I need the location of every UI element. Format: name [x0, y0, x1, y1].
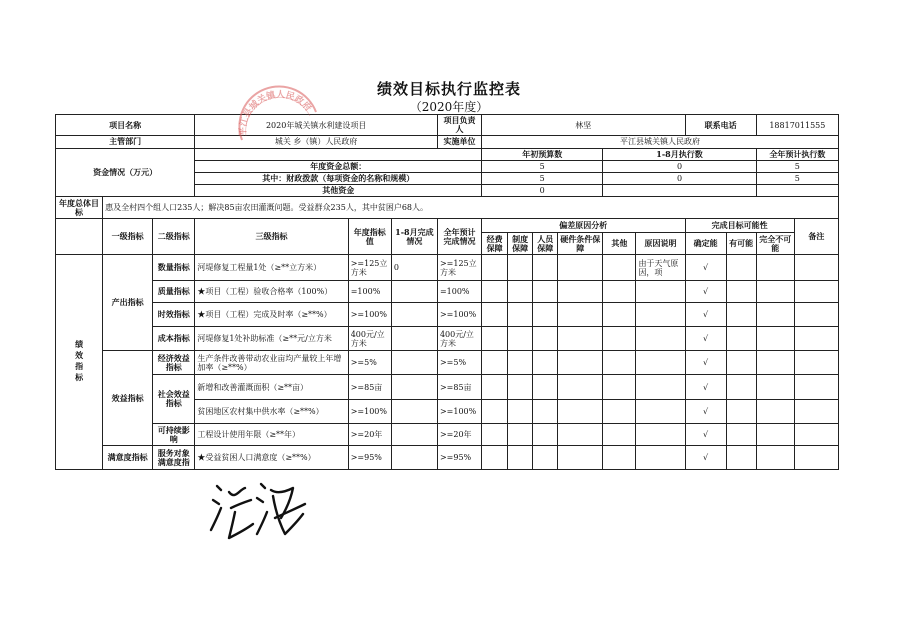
dev-cell — [603, 327, 636, 351]
funds-col-forecast: 全年预计执行数 — [756, 148, 838, 160]
phone-label: 联系电话 — [685, 115, 756, 136]
funds-row-budget: 5 — [482, 160, 603, 172]
check-certain: √ — [685, 303, 726, 327]
dev-cell — [482, 375, 508, 400]
funds-row-label: 其中：财政拨款（每项资金的名称和规模） — [195, 172, 482, 184]
dept-label: 主管部门 — [56, 136, 195, 148]
indicator-l3: 河堤修复1处补助标准（≥**元/立方米 — [195, 327, 348, 351]
indicator-l2: 服务对象满意度指 — [153, 446, 195, 470]
funds-row-label: 年度资金总额： — [195, 160, 482, 172]
performance-table — [55, 114, 839, 470]
dev-cell — [603, 424, 636, 446]
note-cell — [794, 281, 838, 303]
indicator-l1: 满意度指标 — [103, 446, 153, 470]
dev-cell — [558, 327, 603, 351]
feas-cell — [756, 375, 794, 400]
indicator-value: >=100% — [348, 303, 391, 327]
feas-cell — [756, 424, 794, 446]
dev-cell — [508, 281, 533, 303]
check-certain: √ — [685, 424, 726, 446]
dev-cell — [558, 255, 603, 281]
dev-cell — [508, 400, 533, 424]
dev-cell — [533, 424, 558, 446]
dev-cell — [603, 400, 636, 424]
dev-cell — [482, 351, 508, 375]
indicator-forecast: >=100% — [437, 303, 481, 327]
dev-cell — [603, 446, 636, 470]
handwritten-signature — [205, 478, 315, 548]
indicators-side-text: 绩效指标 — [74, 340, 85, 385]
dev-cell — [533, 400, 558, 424]
indicator-l3: ★项目（工程）验收合格率（100%） — [195, 281, 348, 303]
indicator-value: >=20年 — [348, 424, 391, 446]
dev-cell — [603, 303, 636, 327]
dev-cell — [558, 303, 603, 327]
dev-cell — [603, 255, 636, 281]
indicator-l2: 数量指标 — [153, 255, 195, 281]
feas-cell — [726, 281, 756, 303]
note-cell — [794, 400, 838, 424]
dev-cell — [508, 375, 533, 400]
leader-label: 项目负责人 — [437, 115, 481, 136]
indicator-l3: 工程设计使用年限（≥**年） — [195, 424, 348, 446]
indicator-reason — [636, 446, 685, 470]
dev-cell — [508, 446, 533, 470]
indicator-ytd — [391, 400, 437, 424]
feas-cell — [726, 400, 756, 424]
indicator-reason: 由于天气原因，项 — [636, 255, 685, 281]
indicator-value: >=95% — [348, 446, 391, 470]
indicator-l1: 效益指标 — [103, 351, 153, 446]
indicator-reason — [636, 400, 685, 424]
check-certain: √ — [685, 281, 726, 303]
header-dev-funding: 经费保障 — [482, 233, 508, 255]
check-certain: √ — [685, 400, 726, 424]
header-level1: 一级指标 — [103, 219, 153, 255]
dev-cell — [533, 327, 558, 351]
indicator-l2: 社会效益指标 — [153, 375, 195, 424]
indicator-ytd — [391, 327, 437, 351]
indicator-ytd — [391, 446, 437, 470]
project-name-label: 项目名称 — [56, 115, 195, 136]
feas-cell — [726, 446, 756, 470]
dev-cell — [558, 400, 603, 424]
impl-label: 实施单位 — [437, 136, 481, 148]
funds-row-exec — [603, 185, 756, 197]
dev-cell — [533, 446, 558, 470]
indicator-value: >=5% — [348, 351, 391, 375]
funds-label: 资金情况（万元） — [56, 148, 195, 197]
note-cell — [794, 255, 838, 281]
feas-cell — [726, 351, 756, 375]
indicator-ytd — [391, 375, 437, 400]
header-dev-hardware: 硬件条件保障 — [558, 233, 603, 255]
indicator-reason — [636, 303, 685, 327]
feas-cell — [756, 400, 794, 424]
dept-value: 城关 乡（镇）人民政府 — [195, 136, 438, 148]
indicator-l3: 贫困地区农村集中供水率（≥**%） — [195, 400, 348, 424]
indicator-l1: 产出指标 — [103, 255, 153, 351]
funds-row-exec: 0 — [603, 172, 756, 184]
dev-cell — [533, 255, 558, 281]
indicator-ytd: 0 — [391, 255, 437, 281]
dev-cell — [558, 375, 603, 400]
indicator-reason — [636, 424, 685, 446]
header-level2: 二级指标 — [153, 219, 195, 255]
funds-header-blank — [195, 148, 482, 160]
dev-cell — [482, 281, 508, 303]
header-feas-possible: 有可能 — [726, 233, 756, 255]
dev-cell — [482, 446, 508, 470]
funds-row-forecast: 5 — [756, 172, 838, 184]
funds-row-exec: 0 — [603, 160, 756, 172]
impl-value: 平江县城关镇人民政府 — [482, 136, 839, 148]
indicator-forecast: >=5% — [437, 351, 481, 375]
indicator-forecast: >=85亩 — [437, 375, 481, 400]
header-deviation: 偏差原因分析 — [482, 219, 685, 233]
dev-cell — [603, 281, 636, 303]
feas-cell — [726, 424, 756, 446]
header-annual-value: 年度指标值 — [348, 219, 391, 255]
check-certain: √ — [685, 351, 726, 375]
header-feas-impossible: 完全不可能 — [756, 233, 794, 255]
page-subtitle: （2020年度） — [409, 100, 489, 114]
dev-cell — [558, 351, 603, 375]
dev-cell — [482, 303, 508, 327]
dev-cell — [558, 281, 603, 303]
indicator-l2: 成本指标 — [153, 327, 195, 351]
check-certain: √ — [685, 375, 726, 400]
indicator-ytd — [391, 351, 437, 375]
dev-cell — [508, 327, 533, 351]
feas-cell — [756, 351, 794, 375]
feas-cell — [756, 303, 794, 327]
indicator-forecast: >=20年 — [437, 424, 481, 446]
feas-cell — [726, 303, 756, 327]
overall-goal-label: 年度总体目标 — [56, 197, 103, 219]
funds-row-forecast — [756, 185, 838, 197]
indicator-value: >=85亩 — [348, 375, 391, 400]
dev-cell — [482, 327, 508, 351]
dev-cell — [482, 424, 508, 446]
dev-cell — [508, 255, 533, 281]
phone-value: 18817011555 — [756, 115, 838, 136]
feas-cell — [726, 327, 756, 351]
leader-value: 林坚 — [482, 115, 685, 136]
indicator-value: =100% — [348, 281, 391, 303]
dev-cell — [603, 351, 636, 375]
feas-cell — [726, 255, 756, 281]
funds-row-label: 其他资金 — [195, 185, 482, 197]
indicator-value: 400元/立方米 — [348, 327, 391, 351]
header-feas-certain: 确定能 — [685, 233, 726, 255]
indicator-forecast: =100% — [437, 281, 481, 303]
header-level3: 三级指标 — [195, 219, 348, 255]
funds-col-budget: 年初预算数 — [482, 148, 603, 160]
note-cell — [794, 303, 838, 327]
feas-cell — [756, 327, 794, 351]
header-dev-system: 制度保障 — [508, 233, 533, 255]
indicator-l3: 生产条件改善带动农业亩均产量较上年增加率（≥**%） — [195, 351, 348, 375]
dev-cell — [482, 255, 508, 281]
header-dev-staff: 人员保障 — [533, 233, 558, 255]
dev-cell — [533, 375, 558, 400]
project-name-value: 2020年城关镇水利建设项目 — [195, 115, 438, 136]
side-blank — [56, 219, 103, 255]
feas-cell — [756, 255, 794, 281]
dev-cell — [508, 351, 533, 375]
funds-col-exec: 1-8月执行数 — [603, 148, 756, 160]
indicator-ytd — [391, 281, 437, 303]
indicator-reason — [636, 375, 685, 400]
indicator-reason — [636, 351, 685, 375]
indicator-forecast: 400元/立方米 — [437, 327, 481, 351]
indicator-reason — [636, 327, 685, 351]
note-cell — [794, 446, 838, 470]
indicator-l3: ★项目（工程）完成及时率（≥**%） — [195, 303, 348, 327]
indicator-l2: 经济效益指标 — [153, 351, 195, 375]
feas-cell — [756, 281, 794, 303]
note-cell — [794, 424, 838, 446]
funds-row-forecast: 5 — [756, 160, 838, 172]
dev-cell — [482, 400, 508, 424]
indicator-l2: 可持续影响 — [153, 424, 195, 446]
feas-cell — [756, 446, 794, 470]
header-dev-reason: 原因说明 — [636, 233, 685, 255]
header-ytd: 1-8月完成情况 — [391, 219, 437, 255]
check-certain: √ — [685, 327, 726, 351]
indicator-l2: 时效指标 — [153, 303, 195, 327]
indicator-forecast: >=125立方米 — [437, 255, 481, 281]
dev-cell — [558, 424, 603, 446]
dev-cell — [533, 351, 558, 375]
indicator-l3: ★受益贫困人口满意度（≥**%） — [195, 446, 348, 470]
indicator-l3: 河堤修复工程量1处（≥**立方米） — [195, 255, 348, 281]
header-dev-other: 其他 — [603, 233, 636, 255]
dev-cell — [558, 446, 603, 470]
dev-cell — [603, 375, 636, 400]
indicator-l2: 质量指标 — [153, 281, 195, 303]
check-certain: √ — [685, 255, 726, 281]
stamp-text: 平江县城关镇人民政府 — [238, 90, 313, 137]
dev-cell — [508, 303, 533, 327]
dev-cell — [533, 303, 558, 327]
funds-row-budget: 0 — [482, 185, 603, 197]
page-title: 绩效目标执行监控表 — [376, 80, 521, 98]
indicator-value: >=100% — [348, 400, 391, 424]
funds-row-budget: 5 — [482, 172, 603, 184]
indicator-l3: 新增和改善灌溉面积（≥**亩） — [195, 375, 348, 400]
indicator-forecast: >=95% — [437, 446, 481, 470]
dev-cell — [533, 281, 558, 303]
note-cell — [794, 375, 838, 400]
dev-cell — [508, 424, 533, 446]
header-note: 备注 — [794, 219, 838, 255]
indicator-value: >=125立方米 — [348, 255, 391, 281]
check-certain: √ — [685, 446, 726, 470]
note-cell — [794, 351, 838, 375]
indicator-ytd — [391, 424, 437, 446]
feas-cell — [726, 375, 756, 400]
overall-goal-text: 惠及全村四个组人口235人；解决85亩农田灌溉问题。受益群众235人，其中贫困户68人。 — [103, 197, 839, 219]
header-forecast: 全年预计完成情况 — [437, 219, 481, 255]
indicators-side-label — [56, 255, 103, 470]
note-cell — [794, 327, 838, 351]
indicator-reason — [636, 281, 685, 303]
indicator-forecast: >=100% — [437, 400, 481, 424]
header-feasibility: 完成目标可能性 — [685, 219, 794, 233]
indicator-ytd — [391, 303, 437, 327]
